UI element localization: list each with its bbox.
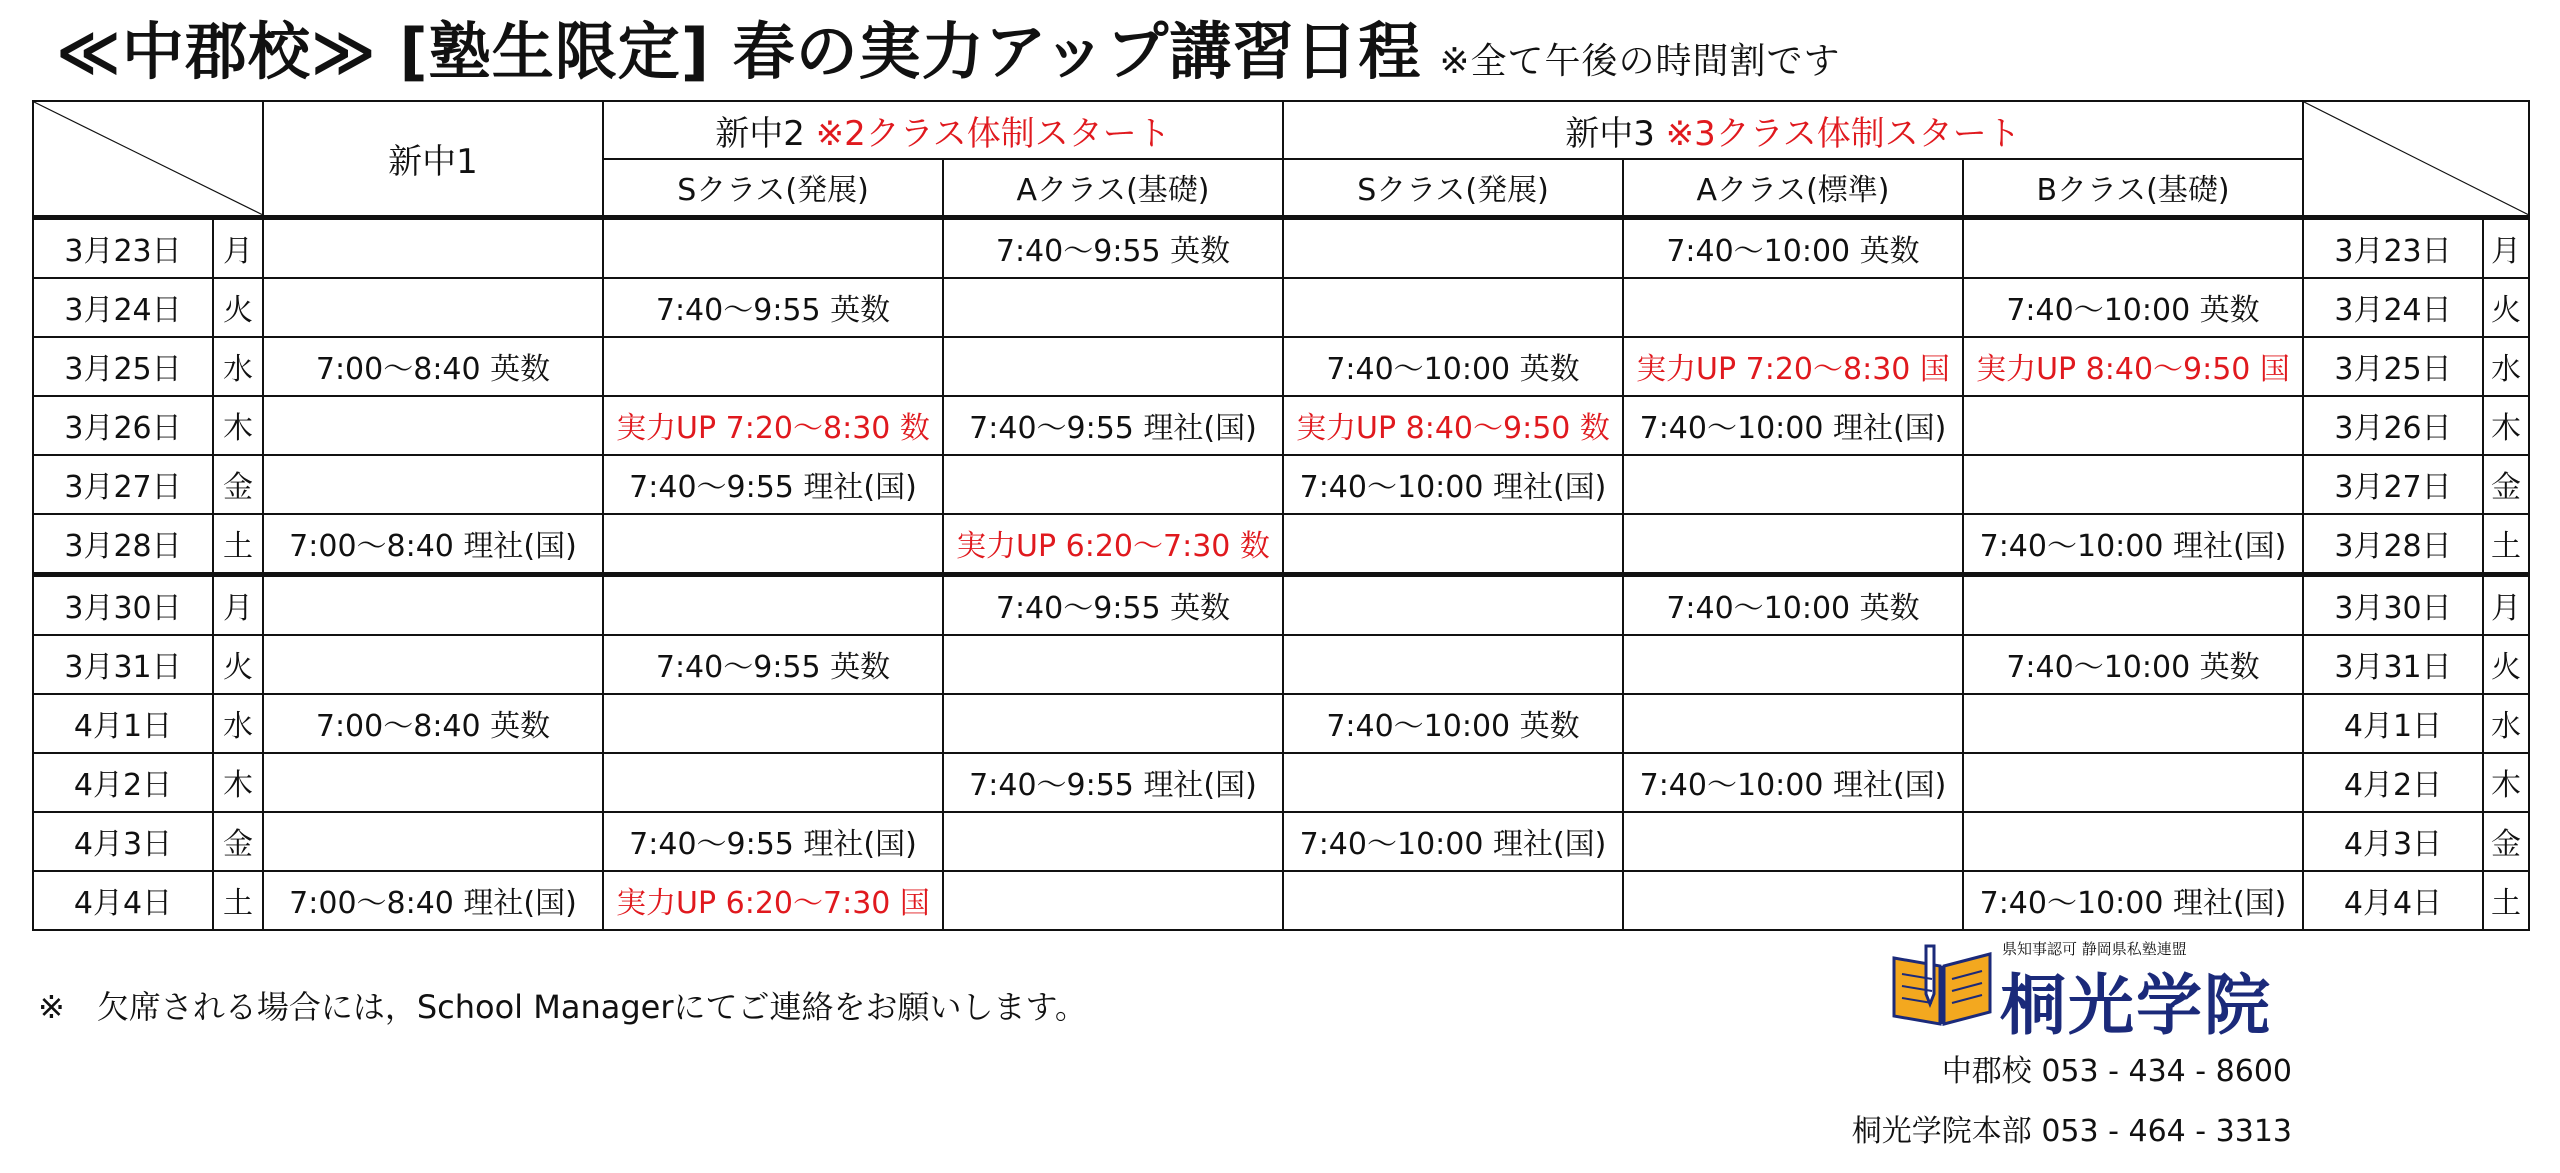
weekday-cell: 火 [213, 635, 263, 694]
table-row [33, 337, 2529, 396]
date-cell-right: 3月27日 [2303, 455, 2483, 514]
schedule-cell [263, 455, 603, 514]
schedule-cell [1283, 574, 1623, 635]
weekday-cell: 土 [213, 871, 263, 930]
weekday-cell: 木 [213, 396, 263, 455]
title-text: ≪中郡校≫ [塾生限定] 春の実力アップ講習日程 [56, 15, 1422, 88]
schedule-cell [263, 574, 603, 635]
schedule-cell: 7:40～9:55 理社(国) [943, 753, 1283, 812]
date-cell: 3月24日 [33, 278, 213, 337]
schedule-cell: 実力UP 8:40～9:50 数 [1283, 396, 1623, 455]
header-shinchu3 [1283, 101, 2303, 159]
weekday-cell: 水 [213, 694, 263, 753]
schedule-cell: 実力UP 6:20～7:30 数 [943, 514, 1283, 575]
weekday-cell-right: 水 [2483, 694, 2529, 753]
schedule-cell [943, 635, 1283, 694]
schedule-cell [603, 217, 943, 278]
class-header: Aクラス(基礎) [943, 159, 1283, 217]
weekday-cell-right: 金 [2483, 812, 2529, 871]
corner-cell-right [2303, 101, 2529, 217]
schedule-cell: 7:40～9:55 英数 [603, 635, 943, 694]
date-cell-right: 3月30日 [2303, 574, 2483, 635]
schedule-cell [1623, 871, 1963, 930]
date-cell-right: 3月28日 [2303, 514, 2483, 575]
table-row [33, 871, 2529, 930]
schedule-cell [1283, 514, 1623, 575]
schedule-cell: 7:40～9:55 理社(国) [943, 396, 1283, 455]
weekday-cell-right: 月 [2483, 217, 2529, 278]
schedule-cell [1623, 694, 1963, 753]
schedule-cell [1283, 871, 1623, 930]
diagonal-line-right [2304, 102, 2528, 215]
schedule-cell: 7:00～8:40 理社(国) [263, 871, 603, 930]
weekday-cell: 土 [213, 514, 263, 575]
schedule-body [33, 217, 2529, 930]
weekday-cell-right: 火 [2483, 635, 2529, 694]
date-cell-right: 3月25日 [2303, 337, 2483, 396]
schedule-cell: 7:40～10:00 理社(国) [1963, 871, 2303, 930]
schedule-cell [1283, 278, 1623, 337]
schedule-cell [943, 871, 1283, 930]
schedule-cell: 7:40～9:55 英数 [603, 278, 943, 337]
date-cell: 4月4日 [33, 871, 213, 930]
header-shinchu3-note: ※3クラス体制スタート [1665, 113, 2021, 154]
schedule-cell [1963, 812, 2303, 871]
schedule-cell: 7:40～10:00 英数 [1963, 278, 2303, 337]
title-subtitle: ※全て午後の時間割です [1439, 41, 1841, 82]
schedule-cell [1623, 455, 1963, 514]
schedule-cell [263, 217, 603, 278]
table-row [33, 278, 2529, 337]
weekday-cell: 水 [213, 337, 263, 396]
date-cell: 3月27日 [33, 455, 213, 514]
table-row [33, 753, 2529, 812]
schedule-cell: 7:40～10:00 理社(国) [1283, 455, 1623, 514]
weekday-cell-right: 金 [2483, 455, 2529, 514]
schedule-cell: 7:40～10:00 英数 [1963, 635, 2303, 694]
date-cell: 3月30日 [33, 574, 213, 635]
schedule-cell [1963, 574, 2303, 635]
page-title [56, 2, 1841, 91]
schedule-cell [1963, 217, 2303, 278]
schedule-cell [1283, 753, 1623, 812]
weekday-cell-right: 月 [2483, 574, 2529, 635]
schedule-cell [1963, 455, 2303, 514]
schedule-cell: 7:40～10:00 英数 [1623, 217, 1963, 278]
class-header: Sクラス(発展) [603, 159, 943, 217]
schedule-cell: 7:40～10:00 理社(国) [1283, 812, 1623, 871]
logo-school-name: 桐光学院 [2000, 967, 2272, 1044]
schedule-table [32, 100, 2530, 931]
table-row [33, 396, 2529, 455]
schedule-cell [263, 396, 603, 455]
schedule-cell: 実力UP 6:20～7:30 国 [603, 871, 943, 930]
schedule-cell [943, 812, 1283, 871]
date-cell: 3月25日 [33, 337, 213, 396]
schedule-cell: 実力UP 7:20～8:30 数 [603, 396, 943, 455]
schedule-cell [263, 635, 603, 694]
table-row [33, 812, 2529, 871]
schedule-cell [603, 574, 943, 635]
schedule-cell: 7:40～10:00 英数 [1283, 337, 1623, 396]
header-shinchu3-label: 新中3 [1565, 113, 1655, 154]
schedule-cell [1963, 753, 2303, 812]
weekday-cell-right: 土 [2483, 514, 2529, 575]
weekday-cell-right: 水 [2483, 337, 2529, 396]
schedule-cell [603, 753, 943, 812]
date-cell-right: 3月26日 [2303, 396, 2483, 455]
schedule-cell: 7:40～10:00 英数 [1283, 694, 1623, 753]
weekday-cell: 木 [213, 753, 263, 812]
schedule-cell: 7:40～9:55 英数 [943, 217, 1283, 278]
weekday-cell: 月 [213, 574, 263, 635]
school-logo [1890, 938, 2290, 1044]
schedule-cell [1623, 278, 1963, 337]
date-cell: 3月23日 [33, 217, 213, 278]
date-cell-right: 4月3日 [2303, 812, 2483, 871]
weekday-cell: 月 [213, 217, 263, 278]
schedule-cell [263, 812, 603, 871]
date-cell-right: 3月24日 [2303, 278, 2483, 337]
schedule-cell: 7:40～9:55 理社(国) [603, 812, 943, 871]
schedule-cell: 実力UP 7:20～8:30 国 [1623, 337, 1963, 396]
date-cell-right: 3月23日 [2303, 217, 2483, 278]
table-row [33, 574, 2529, 635]
date-cell-right: 3月31日 [2303, 635, 2483, 694]
corner-cell-left [33, 101, 263, 217]
date-cell-right: 4月2日 [2303, 753, 2483, 812]
weekday-cell-right: 火 [2483, 278, 2529, 337]
header-shinchu2-note: ※2クラス体制スタート [815, 113, 1171, 154]
schedule-cell [1283, 217, 1623, 278]
schedule-cell [603, 514, 943, 575]
date-cell-right: 4月4日 [2303, 871, 2483, 930]
class-header: Sクラス(発展) [1283, 159, 1623, 217]
schedule-cell [263, 278, 603, 337]
date-cell-right: 4月1日 [2303, 694, 2483, 753]
date-cell: 4月1日 [33, 694, 213, 753]
weekday-cell: 金 [213, 812, 263, 871]
schedule-cell: 7:00～8:40 英数 [263, 337, 603, 396]
header-shinchu1: 新中1 [263, 101, 603, 217]
class-header: Bクラス(基礎) [1963, 159, 2303, 217]
schedule-cell [603, 694, 943, 753]
schedule-cell [943, 455, 1283, 514]
schedule-cell: 7:00～8:40 英数 [263, 694, 603, 753]
weekday-cell-right: 土 [2483, 871, 2529, 930]
schedule-cell [1623, 812, 1963, 871]
contact-headquarters: 桐光学院本部 053 - 464 - 3313 [1851, 1114, 2292, 1149]
schedule-cell: 7:40～10:00 理社(国) [1963, 514, 2303, 575]
logo-certification-text: 県知事認可 静岡県私塾連盟 [2002, 940, 2187, 958]
date-cell: 4月3日 [33, 812, 213, 871]
date-cell: 3月28日 [33, 514, 213, 575]
weekday-cell: 火 [213, 278, 263, 337]
table-row [33, 694, 2529, 753]
schedule-cell [943, 694, 1283, 753]
weekday-cell-right: 木 [2483, 396, 2529, 455]
table-row [33, 217, 2529, 278]
weekday-cell-right: 木 [2483, 753, 2529, 812]
schedule-cell: 7:40～9:55 理社(国) [603, 455, 943, 514]
class-header: Aクラス(標準) [1623, 159, 1963, 217]
schedule-cell: 7:40～10:00 理社(国) [1623, 753, 1963, 812]
schedule-cell: 7:00～8:40 理社(国) [263, 514, 603, 575]
schedule-cell [263, 753, 603, 812]
schedule-cell [1283, 635, 1623, 694]
contact-branch: 中郡校 053 - 434 - 8600 [1941, 1054, 2292, 1089]
date-cell: 3月26日 [33, 396, 213, 455]
schedule-cell [943, 278, 1283, 337]
schedule-cell [1623, 514, 1963, 575]
date-cell: 3月31日 [33, 635, 213, 694]
absence-notice: ※ 欠席される場合には，School Managerにてご連絡をお願いします。 [38, 988, 1087, 1026]
schedule-cell [1963, 694, 2303, 753]
schedule-cell [1623, 635, 1963, 694]
schedule-cell [603, 337, 943, 396]
table-row [33, 455, 2529, 514]
schedule-cell: 7:40～9:55 英数 [943, 574, 1283, 635]
schedule-cell: 7:40～10:00 英数 [1623, 574, 1963, 635]
schedule-cell: 実力UP 8:40～9:50 国 [1963, 337, 2303, 396]
schedule-cell [943, 337, 1283, 396]
table-row [33, 514, 2529, 575]
open-book-pen-icon [1890, 944, 1994, 1028]
schedule-cell [1963, 396, 2303, 455]
header-shinchu2 [603, 101, 1283, 159]
diagonal-line-left [34, 102, 262, 215]
table-row [33, 635, 2529, 694]
date-cell: 4月2日 [33, 753, 213, 812]
header-shinchu2-label: 新中2 [715, 113, 805, 154]
schedule-cell: 7:40～10:00 理社(国) [1623, 396, 1963, 455]
weekday-cell: 金 [213, 455, 263, 514]
